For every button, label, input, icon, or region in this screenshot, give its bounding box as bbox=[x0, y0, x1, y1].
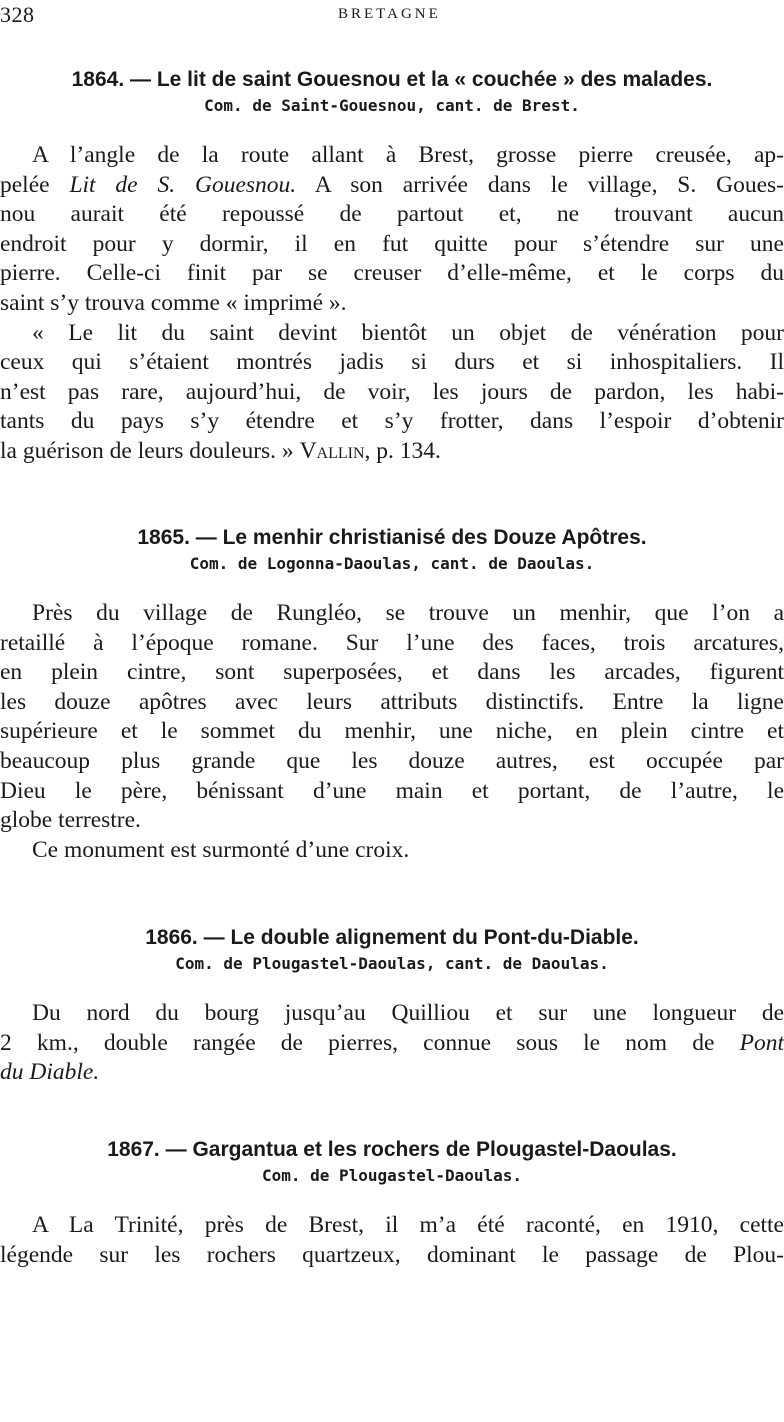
text-line bbox=[0, 1058, 784, 1088]
entry-1864 bbox=[0, 66, 784, 467]
entry-body bbox=[0, 599, 784, 865]
running-title: BRETAGNE bbox=[338, 6, 441, 22]
entry-1866 bbox=[0, 924, 784, 1088]
entry-body bbox=[0, 1211, 784, 1270]
italic-name: Pont bbox=[739, 1029, 784, 1056]
entry-title: 1866. — Le double alignement du Pont-du-Diable. bbox=[145, 926, 639, 949]
text-line: A l’angle de la route allant à Brest, grosse pierre creusée, ap- bbox=[32, 142, 784, 168]
entry-subtitle: Com. de Plougastel-Daoulas, cant. de Daoulas. bbox=[175, 954, 609, 973]
entry-subtitle: Com. de Saint-Gouesnou, cant. de Brest. bbox=[204, 96, 580, 115]
text-line: supérieure et le sommet du menhir, une niche, en plein cintre et bbox=[0, 718, 784, 745]
text-line: ceux qui s’étaient montrés jadis si durs et si inhospitaliers. Il bbox=[0, 349, 784, 376]
text-line: tants du pays s’y étendre et s’y frotter, dans l’espoir d’obtenir bbox=[0, 408, 784, 435]
text-line: Du nord du bourg jusqu’au Quilliou et sur une longueur de bbox=[32, 1000, 784, 1026]
text-line: légende sur les rochers quartzeux, dominant le passage de Plou- bbox=[0, 1241, 784, 1268]
text-line: pierre. Celle-ci finit par se creuser d’elle-même, et le corps du bbox=[0, 260, 784, 287]
text-line: les douze apôtres avec leurs attributs distinctifs. Entre la ligne bbox=[0, 688, 784, 715]
entry-subtitle: Com. de Plougastel-Daoulas. bbox=[261, 1166, 523, 1185]
text-line: « Le lit du saint devint bientôt un objet de vénération pour bbox=[32, 319, 784, 346]
entry-title: 1864. — Le lit de saint Gouesnou et la « couchée » des malades. bbox=[71, 68, 713, 91]
text-line: retaillé à l’époque romane. Sur l’une des faces, trois arcatures, bbox=[0, 629, 784, 656]
page-number: 328 bbox=[0, 2, 35, 27]
running-head bbox=[0, 2, 784, 28]
entry-body bbox=[0, 141, 784, 467]
italic-name: du Diable. bbox=[0, 1059, 100, 1086]
text-line: la guérison de leurs douleurs. » Vallin, p. 134. bbox=[0, 437, 441, 464]
text-line: beaucoup plus grande que les douze autres, est occupée par bbox=[0, 747, 784, 774]
text-line: Près du village de Rungléo, se trouve un menhir, que l’on a bbox=[32, 600, 784, 626]
text-line: saint s’y trouva comme « imprimé ». bbox=[0, 289, 347, 316]
text-line: endroit pour y dormir, il en fut quitte pour s’étendre sur une bbox=[0, 230, 784, 257]
entry-body bbox=[0, 999, 784, 1088]
text-line: Ce monument est surmonté d’une croix. bbox=[32, 836, 410, 863]
text-line: pelée Lit de S. Gouesnou. A son arrivée dans le village, S. Goues- bbox=[0, 171, 784, 198]
entry-title: 1867. — Gargantua et les rochers de Plougastel-Daoulas. bbox=[107, 1138, 677, 1161]
text-line: Dieu le père, bénissant d’une main et portant, de l’autre, le bbox=[0, 777, 784, 804]
italic-name: Lit de S. Gouesnou. bbox=[69, 171, 297, 198]
entry-subtitle: Com. de Logonna-Daoulas, cant. de Daoulas. bbox=[189, 554, 595, 573]
text-line: en plein cintre, sont superposées, et dans les arcades, figurent bbox=[0, 659, 784, 686]
text-line: n’est pas rare, aujourd’hui, de voir, les jours de pardon, les habi- bbox=[0, 378, 784, 405]
entry-title: 1865. — Le menhir christianisé des Douze Apôtres. bbox=[137, 526, 647, 549]
author-name: Vallin bbox=[299, 437, 365, 464]
entry-1867 bbox=[0, 1136, 784, 1270]
entry-1865 bbox=[0, 524, 784, 865]
text-line: nou aurait été repoussé de partout et, ne trouvant aucun bbox=[0, 201, 784, 228]
text-line: A La Trinité, près de Brest, il m’a été raconté, en 1910, cette bbox=[32, 1212, 784, 1238]
text-line: 2 km., double rangée de pierres, connue sous le nom de Pont bbox=[0, 1029, 784, 1056]
text-line: globe terrestre. bbox=[0, 807, 141, 834]
